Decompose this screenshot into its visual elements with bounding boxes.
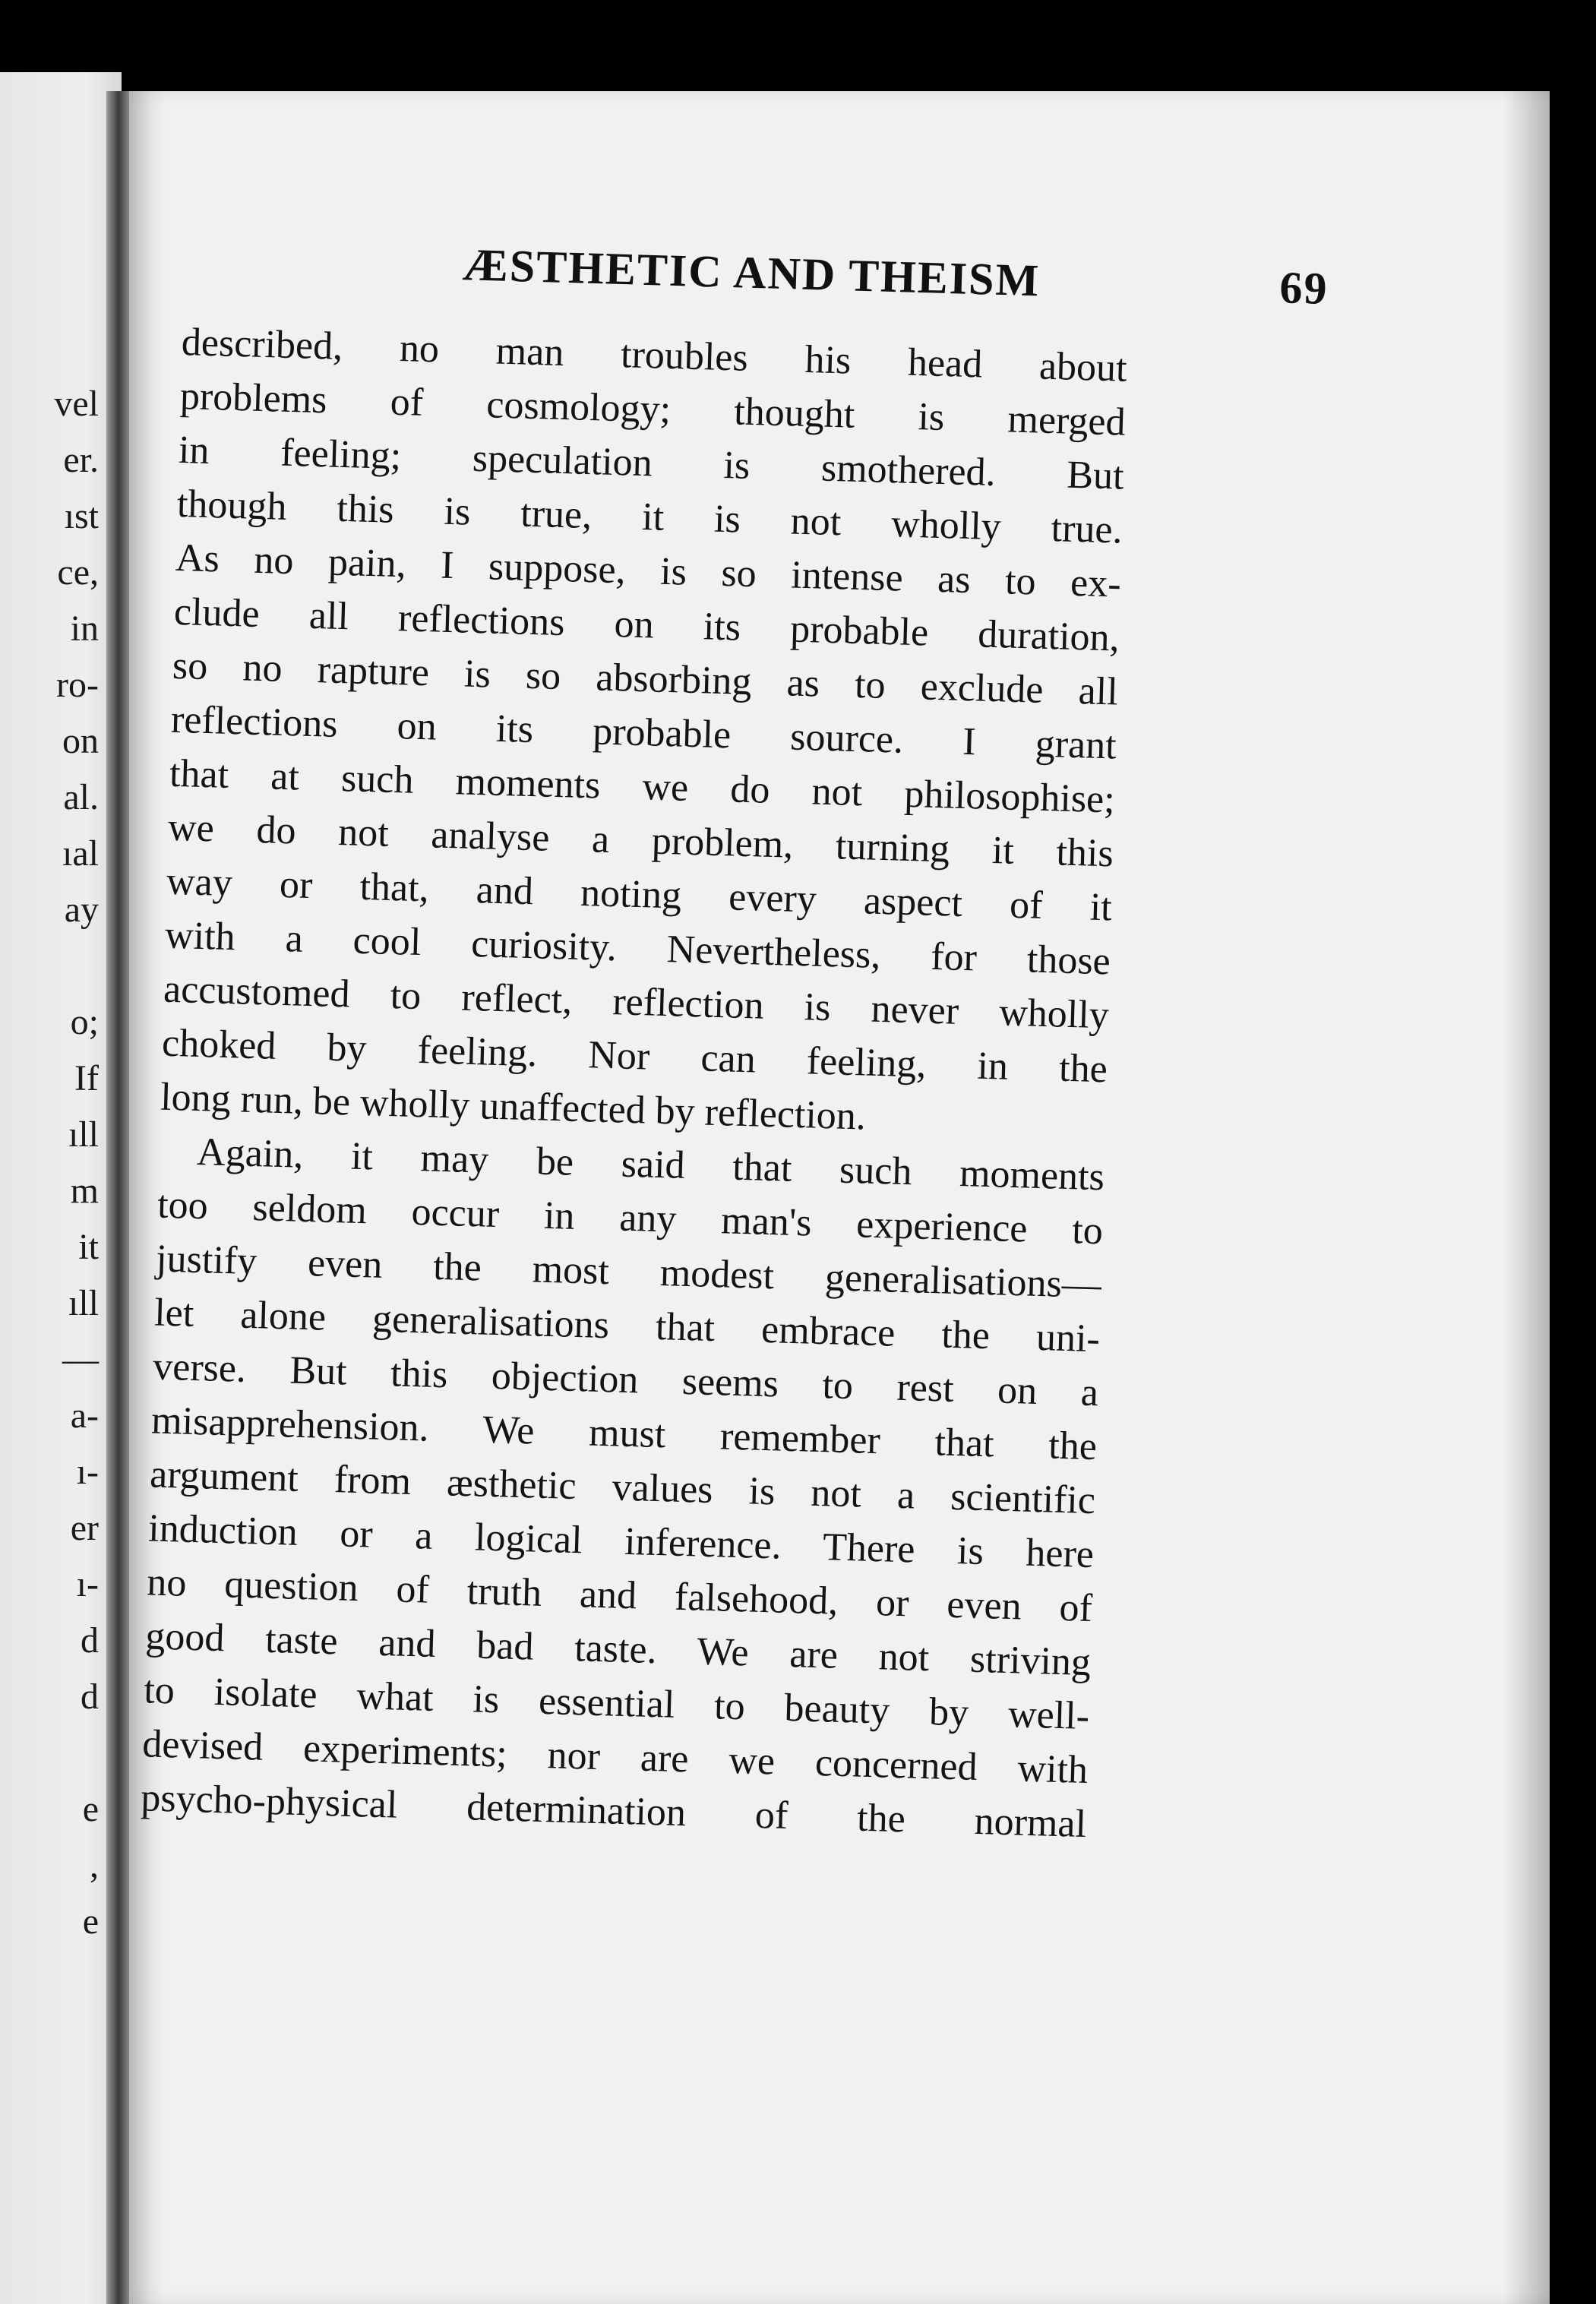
left-fragment: ce, xyxy=(57,552,99,593)
text-line: choked by feeling. Nor can feeling, in the xyxy=(161,1021,1108,1092)
left-fragment: , xyxy=(90,1845,99,1885)
left-fragment: ıst xyxy=(64,496,99,536)
left-fragment: m xyxy=(70,1171,99,1211)
text-line: As no pain, I suppose, is so intense as to ex- xyxy=(175,536,1122,606)
text-line: devised experiments; nor are we concerned with xyxy=(141,1722,1089,1793)
text-line: misapprehension. We must remember that the xyxy=(150,1399,1098,1469)
text-line: in feeling; speculation is smothered. But xyxy=(178,428,1125,498)
text-line: good taste and bad taste. We are not striving xyxy=(144,1614,1092,1685)
text-line: problems of cosmology; thought is merged xyxy=(179,374,1127,444)
left-fragment: ay xyxy=(64,890,99,930)
left-fragment: d xyxy=(81,1677,99,1717)
left-fragment xyxy=(0,938,122,994)
left-fragment: d xyxy=(81,1620,99,1661)
left-fragment: — xyxy=(62,1339,99,1380)
left-fragment: al. xyxy=(63,777,99,817)
text-line: verse. But this objection seems to rest on a xyxy=(152,1345,1099,1415)
text-line: Again, it may be said that such moments xyxy=(196,1130,1105,1199)
text-line: that at such moments we do not philosophise; xyxy=(169,751,1116,822)
left-fragment: vel xyxy=(54,384,99,424)
text-line: way or that, and noting every aspect of it xyxy=(166,859,1113,930)
running-head-title: ÆSTHETIC AND THEISM xyxy=(462,239,1041,306)
text-line: though this is true, it is not wholly true. xyxy=(176,482,1124,552)
text-line: so no rapture is so absorbing as to exclude all xyxy=(172,643,1119,714)
left-facing-page xyxy=(0,72,122,2304)
left-fragment: e xyxy=(82,1789,99,1829)
text-line: let alone generalisations that embrace the uni- xyxy=(153,1291,1101,1361)
left-fragment: a- xyxy=(70,1395,99,1436)
text-line: psycho-physical determination of the normal xyxy=(140,1776,1087,1846)
left-fragment: ıll xyxy=(68,1283,99,1323)
body-text xyxy=(140,315,1127,1851)
left-fragment: ı- xyxy=(76,1564,99,1604)
text-line: induction or a logical inference. There is here xyxy=(147,1506,1095,1577)
text-line: to isolate what is essential to beauty by well- xyxy=(143,1668,1090,1739)
text-line: with a cool curiosity. Nevertheless, for those xyxy=(164,913,1111,984)
text-line: clude all reflections on its probable duration, xyxy=(173,589,1120,660)
left-fragment: er xyxy=(70,1508,99,1548)
running-head xyxy=(348,235,1329,315)
left-fragment: ıal xyxy=(62,833,99,874)
left-fragment: e xyxy=(82,1901,99,1942)
left-fragment: ı- xyxy=(76,1452,99,1492)
page-edge-shadow xyxy=(1504,91,1550,2304)
left-page-text-fragments xyxy=(0,376,122,1950)
text-line: long run, be wholly unaffected by reflection. xyxy=(160,1075,867,1139)
left-fragment: o; xyxy=(70,1002,99,1042)
left-fragment: in xyxy=(70,608,99,649)
left-fragment: er. xyxy=(63,440,99,480)
right-page xyxy=(129,91,1550,2304)
text-line: no question of truth and falsehood, or even of xyxy=(146,1560,1093,1631)
text-line: accustomed to reflect, reflection is never wholly xyxy=(163,967,1110,1038)
left-fragment: ro- xyxy=(56,665,99,705)
page-number: 69 xyxy=(1278,262,1329,314)
text-line: justify even the most modest generalisations— xyxy=(155,1237,1102,1307)
left-fragment: ıll xyxy=(68,1114,99,1155)
text-line: described, no man troubles his head about xyxy=(181,320,1128,390)
left-fragment: on xyxy=(62,721,99,761)
text-line: argument from æsthetic values is not a scientific xyxy=(149,1452,1096,1523)
left-fragment: If xyxy=(74,1058,99,1098)
text-line: reflections on its probable source. I grant xyxy=(170,697,1117,768)
text-line: too seldom occur in any man's experience to xyxy=(156,1183,1104,1253)
left-fragment xyxy=(0,1725,122,1781)
left-fragment: it xyxy=(78,1227,99,1267)
text-line: we do not analyse a problem, turning it this xyxy=(167,805,1114,876)
